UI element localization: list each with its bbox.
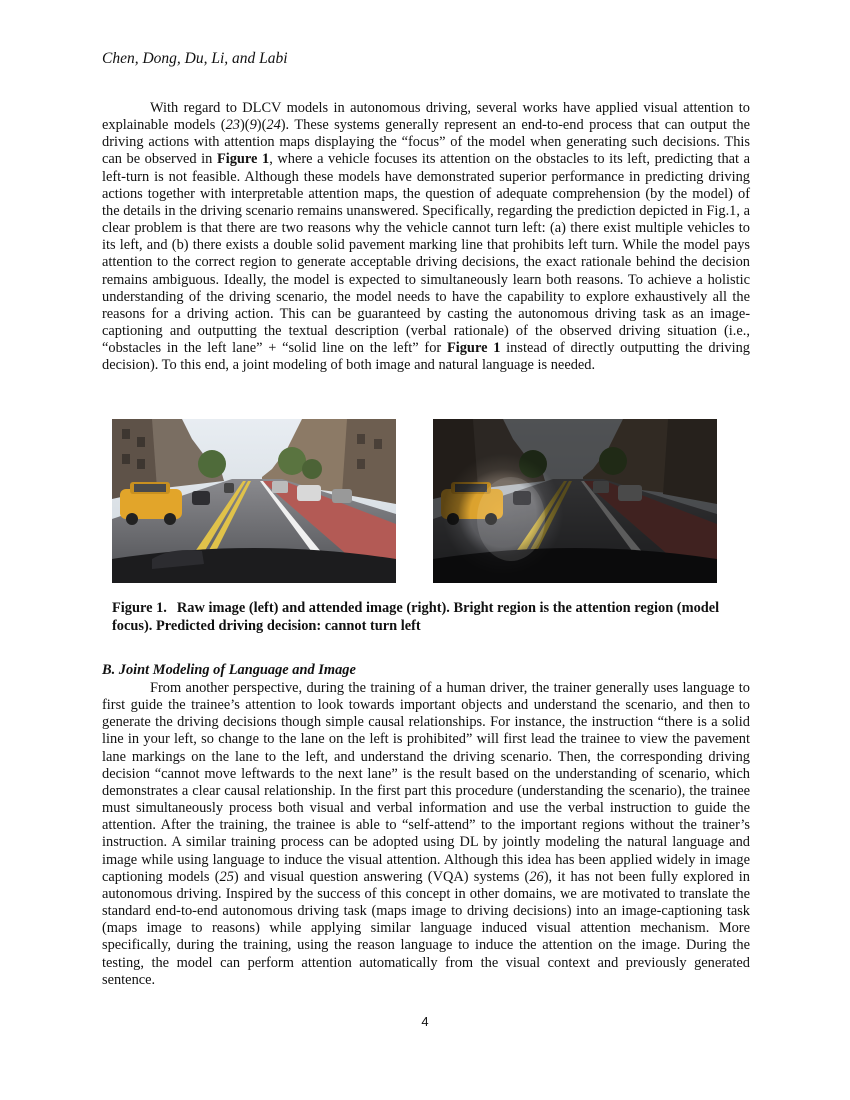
attended-driving-image <box>433 419 717 583</box>
figure-caption-text: Raw image (left) and attended image (right). Bright region is the attention region (model focus). Predicted driving decision: cannot turn left <box>112 600 720 634</box>
citation: 23 <box>225 117 240 134</box>
page-number: 4 <box>421 1014 429 1029</box>
paragraph-joint-modeling: From another perspective, during the training of a human driver, the trainer generally uses language to first guide the trainee’s attention to look towards important objects and understand the scenario, and then to generate the driving decisions though simple causal relationships. For instance, the instruction “there is a solid line in your left, so change to the lane on the left is prohibited” will first lead the trainee to view the pavement lane markings on the lane to the left, and understand the driving scenario. Then, the corresponding driving decision “cannot move leftwards to the next lane” is the result based on the understanding of scenario, which demonstrates a clear causal relationship. In the first part this procedure (understanding the scenario), the trainee must simultaneously process both visual and verbal information and use the verbal instruction to guide the attention. After the training, the trainee is able to “self-attend” to the important regions without the trainer’s instruction. A similar training process can be adopted using DL by jointly modeling the natural language and image while using language to induce the visual attention. Although this idea has been applied widely in image captioning models (25) and visual question answering (VQA) systems (26), it has not been fully explored in autonomous driving. Inspired by the success of this concept in other domains, we are motivated to translate the standard end-to-end autonomous driving task (maps image to driving decisions) into an image-captioning task (maps image to reasons) while applying similar language induced visual attention mechanism. More specifically, during the training, using the reason language to induce the attention on the image. During the testing, the model can perform attention automatically from the visual context and previously generated sentence. <box>102 680 751 988</box>
figure-caption <box>112 599 742 635</box>
figure-label: Figure 1. <box>112 600 167 616</box>
citation: 24 <box>266 117 281 134</box>
section-heading: B. Joint Modeling of Language and Image <box>102 662 356 678</box>
running-header: Chen, Dong, Du, Li, and Labi <box>102 50 288 67</box>
citation: 25 <box>219 868 234 885</box>
raw-driving-image <box>112 419 396 583</box>
figure-reference: Figure 1 <box>216 151 270 168</box>
citation: 9 <box>249 117 257 134</box>
paragraph-dlcv-attention: With regard to DLCV models in autonomous driving, several works have applied visual attention to explainable models (23)(9)(24). These systems generally represent an end-to-end process that can output the driving actions with attention maps displaying the “focus” of the model when generating such decisions. This can be observed in Figure 1, where a vehicle focuses its attention on the obstacles to its left, predicting that a left-turn is not feasible. Although these models have demonstrated superior performance in predicting driving actions together with interpretable attention maps, the question of adequate comprehension (by the model) of the details in the driving scenario remains unanswered. Specifically, regarding the prediction depicted in Fig.1, a clear problem is that there are two reasons why the vehicle cannot turn left: (a) there exist multiple vehicles to its left, and (b) there exists a double solid pavement marking line that prohibits left turn. While the model pays attention to the correct region to generate acceptable driving decisions, the exact rationale behind the decision remains ambiguous. Ideally, the model is expected to simultaneously learn both reasons. To achieve a holistic understanding of the driving scenario, the model needs to have the capability to explore exhaustively all the reasons for a driving action. This can be guaranteed by casting the autonomous driving task as an image-captioning and outputting the textual description (verbal rationale) of the observed driving situation (i.e., “obstacles in the left lane” + “solid line on the left” for Figure 1 instead of directly outputting the driving decision). To this end, a joint modeling of both image and natural language is needed. <box>102 100 751 374</box>
figure-reference: Figure 1 <box>446 340 501 357</box>
citation: 26 <box>529 868 544 885</box>
